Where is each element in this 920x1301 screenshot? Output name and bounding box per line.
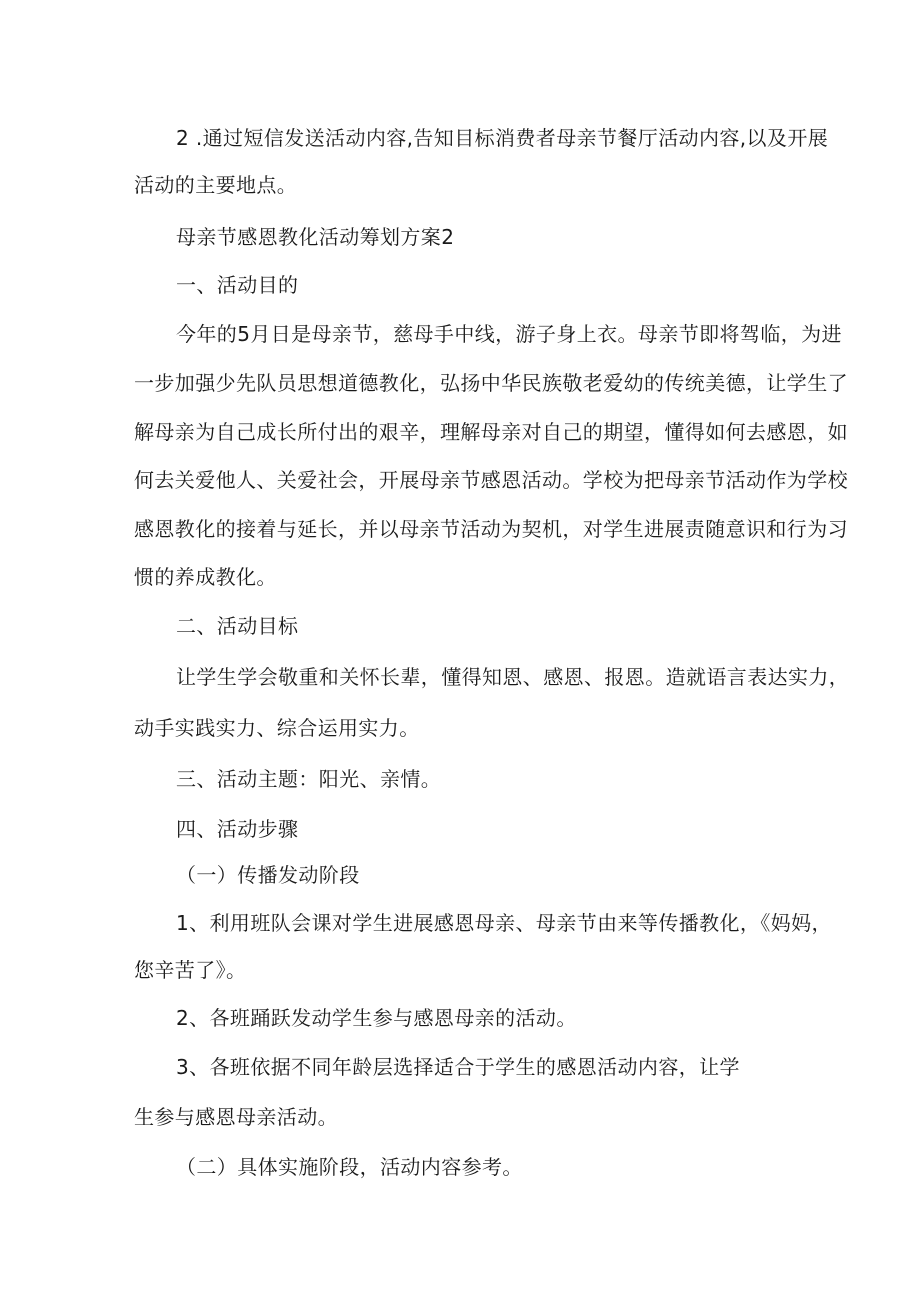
- paragraph-line: 一步加强少先队员思想道德教化，弘扬中华民族敬老爱幼的传统美德，让学生了: [134, 371, 848, 395]
- subheading-1: （一）传播发动阶段: [176, 863, 360, 887]
- paragraph-line: 1、利用班队会课对学生进展感恩母亲、母亲节由来等传播教化，《妈妈，: [176, 911, 832, 935]
- paragraph-line: 动手实践实力、综合运用实力。: [134, 716, 420, 740]
- paragraph-line: 2 .通过短信发送活动内容,告知目标消费者母亲节餐厅活动内容,以及开展: [176, 126, 829, 150]
- paragraph-line: 让学生学会敬重和关怀长辈，懂得知恩、感恩、报恩。造就语言表达实力，: [176, 665, 850, 689]
- heading-2: 二、活动目标: [176, 614, 299, 638]
- heading-1: 一、活动目的: [176, 273, 299, 297]
- paragraph-line: 活动的主要地点。: [134, 173, 298, 197]
- paragraph-line: 感恩教化的接着与延长，并以母亲节活动为契机，对学生进展责随意识和行为习: [134, 517, 848, 541]
- paragraph-line: 今年的5月日是母亲节，慈母手中线，游子身上衣。母亲节即将驾临，为进: [176, 322, 842, 346]
- paragraph-line: 解母亲为自己成长所付出的艰辛，理解母亲对自己的期望，懂得如何去感恩，如: [134, 420, 848, 444]
- section-title: 母亲节感恩教化活动筹划方案2: [176, 225, 455, 249]
- heading-3: 三、活动主题：阳光、亲情。: [176, 767, 442, 791]
- paragraph-line: 何去关爱他人、关爱社会，开展母亲节感恩活动。学校为把母亲节活动作为学校: [134, 468, 848, 492]
- paragraph-line: 3、各班依据不同年龄层选择适合于学生的感恩活动内容，让学: [176, 1055, 740, 1079]
- paragraph-line: 生参与感恩母亲活动。: [134, 1105, 338, 1129]
- paragraph-line: 惯的养成教化。: [134, 565, 277, 589]
- heading-4: 四、活动步骤: [176, 817, 299, 841]
- paragraph-line: 2、各班踊跃发动学生参与感恩母亲的活动。: [176, 1006, 577, 1030]
- subheading-2: （二）具体实施阶段，活动内容参考。: [176, 1155, 523, 1179]
- paragraph-line: 您辛苦了》。: [134, 958, 247, 982]
